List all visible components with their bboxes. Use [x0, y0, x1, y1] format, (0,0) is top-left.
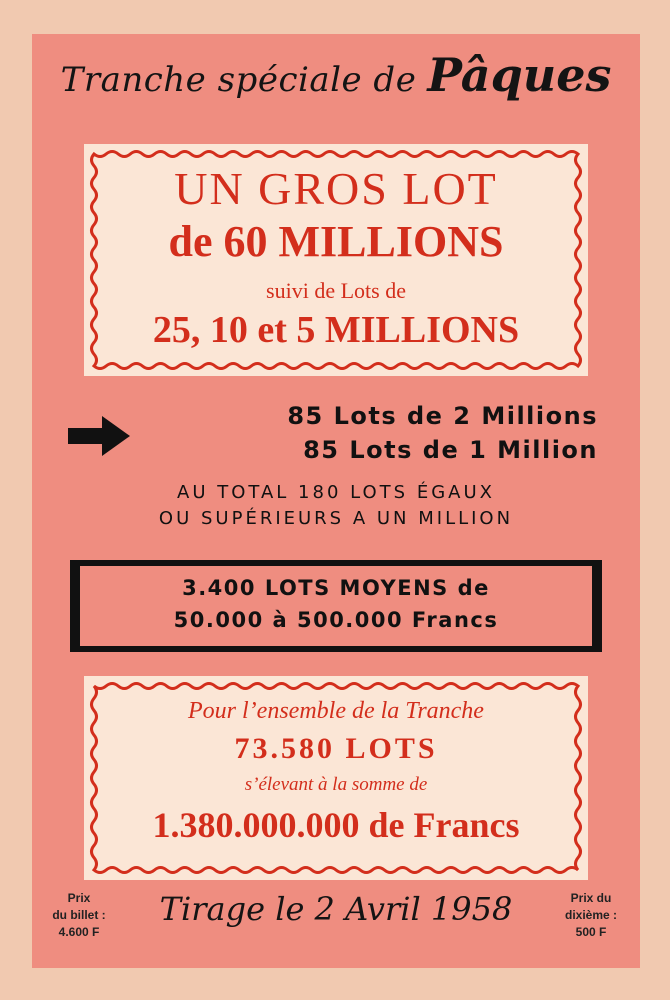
ticket-label2: du billet :: [52, 908, 106, 922]
arrow-right-icon: [68, 416, 130, 456]
tenth-label1: Prix du: [570, 891, 612, 905]
summary-line2: 73.580 LOTS: [234, 732, 438, 765]
title-easter: Pâques: [427, 48, 612, 102]
medium-lots-line2: 50.000 à 500.000 Francs: [173, 608, 499, 632]
lottery-poster: [32, 34, 640, 968]
summary-line3: s’élevant à la somme de: [244, 774, 428, 795]
medium-lots-line1: 3.400 LOTS MOYENS de: [182, 576, 490, 600]
tenth-label2: dixième :: [564, 908, 618, 922]
tenth-price-value: 500 F: [575, 925, 607, 939]
jackpot-box: [84, 144, 588, 376]
medium-lots-box: [70, 560, 602, 652]
summary-line4: 1.380.000.000 de Francs: [152, 805, 520, 845]
summary-line1: Pour l’ensemble de la Tranche: [188, 698, 484, 724]
ticket-price-value: 4.600 F: [58, 925, 100, 939]
poster-title: [32, 48, 640, 102]
title-lead: Tranche spéciale de: [60, 60, 417, 100]
jackpot-line4: 25, 10 et 5 MILLIONS: [152, 309, 520, 351]
jackpot-line2: de 60 MILLIONS: [168, 217, 504, 266]
draw-date: Tirage le 2 Avril 1958: [159, 890, 513, 928]
ticket-label1: Prix: [67, 891, 91, 905]
total-line2: OU SUPÉRIEURS A UN MILLION: [158, 508, 514, 529]
ticket-price: [34, 890, 124, 941]
total-line1: AU TOTAL 180 LOTS ÉGAUX: [177, 482, 495, 503]
lots-2-million: 85 Lots de 2 Millions: [287, 402, 598, 430]
jackpot-line3: suivi de Lots de: [266, 278, 406, 303]
lots-1-million: 85 Lots de 1 Million: [303, 436, 598, 464]
summary-box: [84, 676, 588, 880]
jackpot-line1: UN GROS LOT: [174, 163, 498, 214]
tenth-price: [546, 890, 636, 941]
